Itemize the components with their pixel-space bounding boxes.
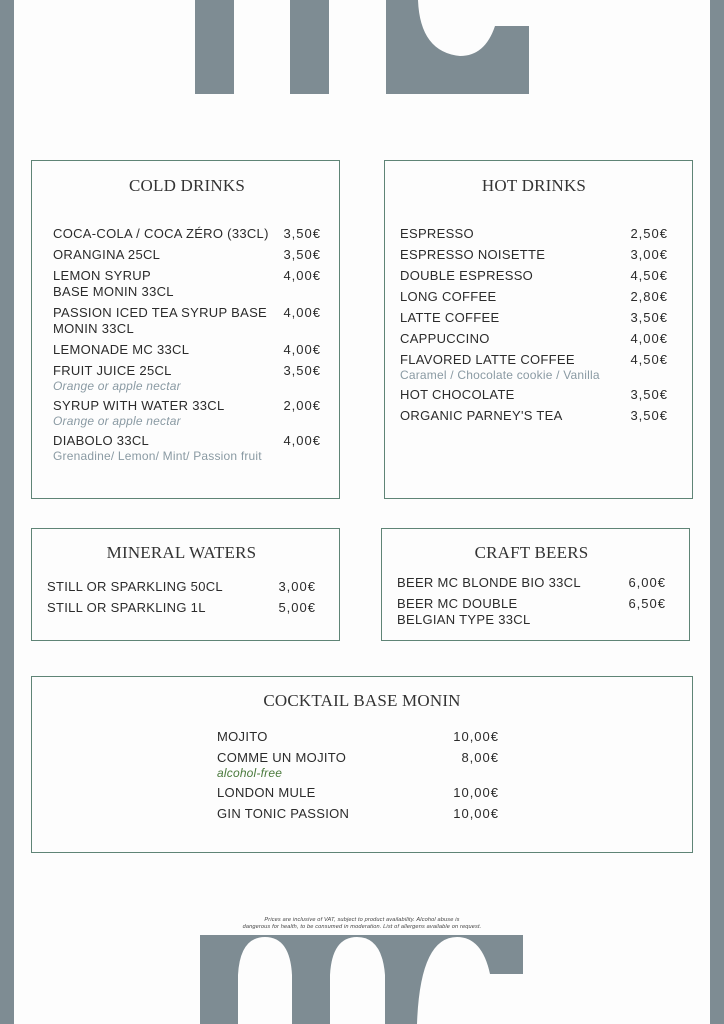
menu-item-row <box>47 600 316 616</box>
menu-item-row <box>53 247 321 263</box>
menu-item-row <box>397 575 666 591</box>
menu-item <box>400 289 668 305</box>
logo-top-stem-2 <box>290 0 329 94</box>
item-name: FRUIT JUICE 25CL <box>53 363 172 378</box>
menu-item-row <box>400 310 668 326</box>
item-list <box>400 226 668 424</box>
item-price: 4,50€ <box>630 268 668 283</box>
item-price: 4,00€ <box>283 433 321 448</box>
menu-item-row <box>47 579 316 595</box>
item-note: Orange or apple nectar <box>53 379 181 393</box>
frame-right-bar <box>710 0 724 1024</box>
menu-item-row <box>400 268 668 284</box>
menu-item <box>400 387 668 403</box>
item-price: 3,50€ <box>630 387 668 402</box>
item-name: BEER MC BLONDE BIO 33CL <box>397 575 581 590</box>
menu-item-row <box>53 305 321 337</box>
item-name: DIABOLO 33CL <box>53 433 150 448</box>
logo-top-c <box>386 0 529 94</box>
section-mineral-waters <box>31 528 340 641</box>
menu-item-row <box>400 408 668 424</box>
item-name: CAPPUCCINO <box>400 331 490 346</box>
item-name: LONDON MULE <box>217 785 316 800</box>
item-price: 8,00€ <box>461 750 499 765</box>
menu-item <box>53 268 321 300</box>
item-name: STILL OR SPARKLING 50CL <box>47 579 223 594</box>
item-price: 3,50€ <box>630 408 668 423</box>
menu-item-row <box>53 268 321 300</box>
item-name: PASSION ICED TEA SYRUP BASE MONIN 33CL <box>53 305 268 336</box>
footer-line-2: dangerous for health, to be consumed in moderation. List of allergens available on request. <box>242 924 482 930</box>
item-name: BEER MC DOUBLE BELGIAN TYPE 33CL <box>397 596 531 627</box>
menu-item-row <box>217 729 499 745</box>
menu-item-row <box>400 289 668 305</box>
item-name: COCA-COLA / COCA ZÉRO (33CL) <box>53 226 269 241</box>
menu-item-row <box>400 387 668 403</box>
menu-item-row <box>217 806 499 822</box>
menu-item <box>53 433 321 463</box>
menu-item <box>400 352 668 382</box>
menu-item <box>53 247 321 263</box>
item-list <box>217 729 499 822</box>
item-price: 3,50€ <box>630 310 668 325</box>
logo-bottom <box>0 935 724 1024</box>
section-title: COCKTAIL BASE MONIN <box>263 691 461 710</box>
menu-item <box>53 226 321 242</box>
menu-item <box>397 575 666 591</box>
item-name: ESPRESSO NOISETTE <box>400 247 546 262</box>
logo-top <box>0 0 724 95</box>
item-price: 4,00€ <box>283 268 321 283</box>
item-name: COMME UN MOJITO <box>217 750 347 765</box>
item-note: Grenadine/ Lemon/ Mint/ Passion fruit <box>53 449 262 463</box>
menu-item-row <box>217 785 499 801</box>
item-name: MOJITO <box>217 729 268 744</box>
menu-item <box>47 600 316 616</box>
menu-item-row <box>400 352 668 368</box>
menu-item <box>400 408 668 424</box>
section-title: CRAFT BEERS <box>474 543 589 562</box>
item-name: LATTE COFFEE <box>400 310 500 325</box>
item-name: FLAVORED LATTE COFFEE <box>400 352 575 367</box>
item-name: LEMON SYRUP BASE MONIN 33CL <box>53 268 174 299</box>
menu-item <box>400 226 668 242</box>
menu-item <box>53 305 321 337</box>
item-name: LONG COFFEE <box>400 289 497 304</box>
item-name: HOT CHOCOLATE <box>400 387 515 402</box>
menu-item-row <box>400 247 668 263</box>
item-price: 4,00€ <box>630 331 668 346</box>
section-craft-beers <box>381 528 690 641</box>
item-list <box>47 579 316 616</box>
item-price: 3,50€ <box>283 247 321 262</box>
menu-item-row <box>400 226 668 242</box>
item-list <box>53 226 321 463</box>
item-name: ORGANIC PARNEY'S TEA <box>400 408 563 423</box>
item-price: 2,80€ <box>630 289 668 304</box>
menu-item <box>217 806 499 822</box>
menu-item <box>53 398 321 428</box>
item-price: 6,00€ <box>628 575 666 590</box>
menu-item-row <box>400 331 668 347</box>
item-name: SYRUP WITH WATER 33CL <box>53 398 225 413</box>
item-name: ESPRESSO <box>400 226 474 241</box>
menu-item <box>400 310 668 326</box>
item-name: STILL OR SPARKLING 1L <box>47 600 206 615</box>
footer-line-1: Prices are inclusive of VAT, subject to product availability. Alcohol abuse is <box>264 917 460 923</box>
section-title: HOT DRINKS <box>481 176 587 195</box>
section-title: MINERAL WATERS <box>106 543 257 562</box>
menu-item-row <box>53 342 321 358</box>
item-name: LEMONADE MC 33CL <box>53 342 190 357</box>
item-price: 10,00€ <box>453 806 499 821</box>
section-cold-drinks <box>31 160 340 499</box>
item-price: 2,00€ <box>283 398 321 413</box>
item-list <box>397 575 666 628</box>
section-title: COLD DRINKS <box>128 176 245 195</box>
menu-item <box>217 785 499 801</box>
item-name: ORANGINA 25CL <box>53 247 161 262</box>
item-price: 10,00€ <box>453 729 499 744</box>
item-note: Orange or apple nectar <box>53 414 181 428</box>
item-price: 4,50€ <box>630 352 668 367</box>
item-note: alcohol-free <box>217 766 283 780</box>
menu-item <box>400 268 668 284</box>
item-note: Caramel / Chocolate cookie / Vanilla <box>400 368 600 382</box>
menu-item-row <box>53 398 321 414</box>
item-price: 3,00€ <box>630 247 668 262</box>
item-price: 6,50€ <box>628 596 666 611</box>
item-name: GIN TONIC PASSION <box>217 806 350 821</box>
menu-item <box>217 729 499 745</box>
menu-item-row <box>53 433 321 449</box>
logo-bottom-arch-1 <box>238 937 292 1024</box>
logo-top-stem-1 <box>195 0 234 94</box>
footer-disclaimer <box>200 917 524 931</box>
menu-item-row <box>53 226 321 242</box>
menu-item <box>53 342 321 358</box>
item-price: 4,00€ <box>283 342 321 357</box>
item-price: 4,00€ <box>283 305 321 320</box>
menu-item <box>397 596 666 628</box>
item-price: 2,50€ <box>630 226 668 241</box>
menu-item <box>400 247 668 263</box>
item-name: DOUBLE ESPRESSO <box>400 268 534 283</box>
item-price: 3,50€ <box>283 226 321 241</box>
menu-item-row <box>217 750 499 766</box>
frame-left-bar <box>0 0 14 1024</box>
item-price: 10,00€ <box>453 785 499 800</box>
menu-item <box>47 579 316 595</box>
section-cocktails <box>31 676 693 853</box>
logo-bottom-arch-2 <box>330 937 385 1024</box>
menu-item-row <box>397 596 666 628</box>
menu-item <box>400 331 668 347</box>
item-price: 3,00€ <box>278 579 316 594</box>
item-price: 3,50€ <box>283 363 321 378</box>
section-hot-drinks <box>384 160 693 499</box>
menu-item <box>53 363 321 393</box>
menu-item <box>217 750 499 780</box>
menu-item-row <box>53 363 321 379</box>
item-price: 5,00€ <box>278 600 316 615</box>
